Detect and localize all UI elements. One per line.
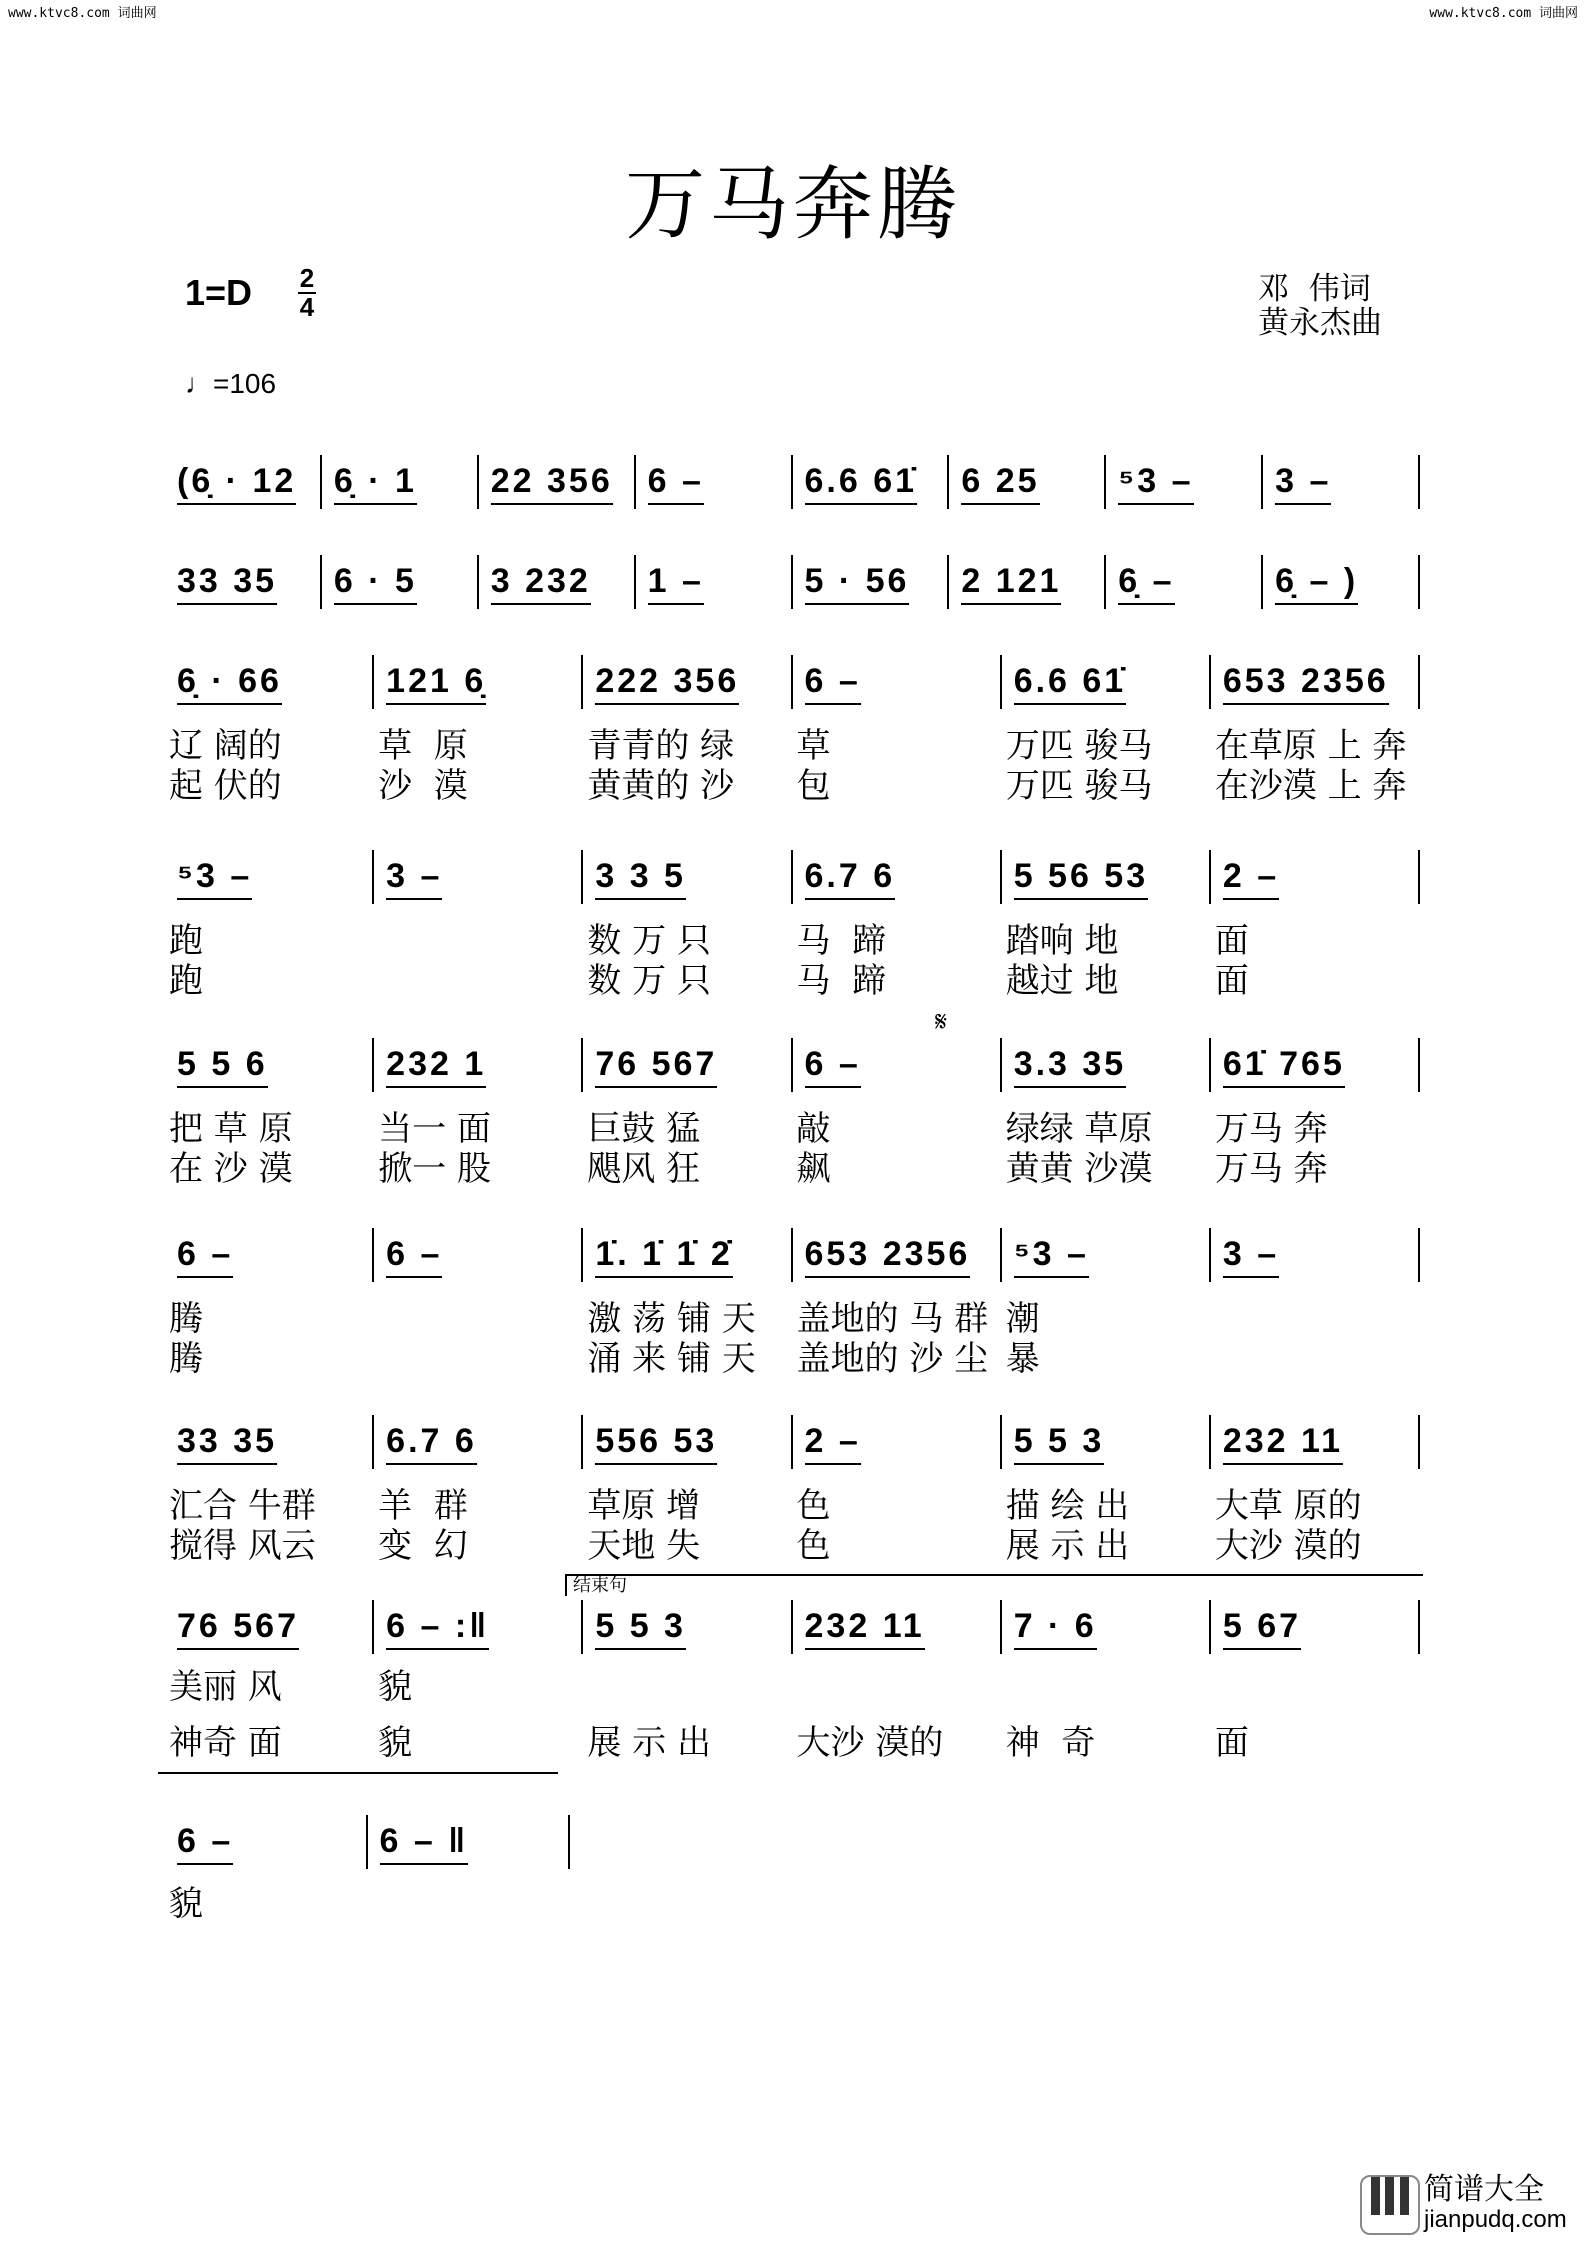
measure-notes: 6 – :‖ [386,1606,489,1650]
tempo-marking: ♩=106 [185,368,277,399]
site-logo [1360,2172,1567,2235]
lyric-syllables: 万匹 骏马 [1005,766,1153,806]
notation-row [165,455,1420,509]
watermark-right: www.ktvc8.com 词曲网 [1429,6,1578,21]
measure [949,555,1106,609]
lyric-syllables: 草原 增 [587,1486,701,1526]
lyric-syllables: 展 示 出 [1005,1526,1130,1566]
measure-notes: 3 – [1275,461,1331,505]
lyric-syllables: 暴 [1005,1339,1040,1379]
measure-notes: 3.3 35 [1014,1044,1127,1088]
lyric-syllables: 在草原 上 奔 [1214,726,1407,766]
notation-row [165,1415,1420,1469]
measure [322,455,479,509]
lyric-syllables: 敲 [796,1109,831,1149]
lyric-syllables: 踏响 地 [1005,921,1119,961]
measure [583,655,792,709]
measure-notes: (6̣ · 12 [177,461,296,505]
measure [165,1815,368,1869]
time-signature-top: 2 [299,263,315,293]
measure [1002,655,1211,709]
measure [1002,1415,1211,1469]
measure-notes: 6 – [177,1234,233,1278]
lyric-syllables: 激 荡 铺 天 [587,1299,756,1339]
measure-notes: 6 – [805,1044,861,1088]
lyric-syllables: 数 万 只 [587,961,711,1001]
measure-notes: 5 5 3 [1014,1421,1105,1465]
song-title: 万马奔腾 [625,158,961,251]
lyric-syllables: 跑 [169,921,203,961]
notation-row [165,850,1420,904]
lyric-syllables: 天地 失 [587,1526,701,1566]
measure-notes: ⁵3 – [1014,1234,1089,1278]
lyric-syllables: 把 草 原 [169,1109,293,1149]
measure [165,850,374,904]
measure-notes: 33 35 [177,561,277,605]
measure [374,1600,583,1654]
measure [368,1815,571,1869]
lyric-syllables: 腾 [169,1299,203,1339]
piano-keys-icon [1360,2175,1420,2235]
measure-notes: 7 · 6 [1014,1606,1097,1650]
lyric-syllables: 在沙漠 上 奔 [1214,766,1407,806]
measure-notes: ⁵3 – [177,856,252,900]
measure-notes: 1̇. 1̇ 1̇ 2̇ [595,1234,732,1278]
measure [793,655,1002,709]
lyric-syllables: 涌 来 铺 天 [587,1339,756,1379]
lyric-syllables: 盖地的 马 群 [796,1299,989,1339]
lyrics-line-2 [165,1724,1420,1762]
lyricist: 邓 伟词 [1258,271,1371,307]
lyric-syllables: 面 [1214,1723,1249,1763]
logo-name: 简谱大全 [1424,2172,1544,2207]
lyric-syllables [793,1668,1002,1706]
lyrics-line-1 [165,1110,1420,1148]
lyric-syllables: 色 [796,1526,831,1566]
measure [165,655,374,709]
lyric-syllables: 当一 面 [378,1109,491,1149]
composer: 黄永杰曲 [1258,305,1382,341]
lyrics-line-2 [165,1150,1420,1188]
measure [1211,655,1420,709]
measure-notes: 232 11 [1223,1421,1343,1465]
measure [1002,1228,1211,1282]
notation-row [165,555,1420,609]
measure-notes: 6 – ‖ [380,1821,469,1865]
notation-row [165,1228,1420,1282]
measure [165,1415,374,1469]
measure [1263,455,1420,509]
lyrics-line-1 [165,1487,1420,1525]
measure [479,555,636,609]
lyric-syllables: 辽 阔的 [169,726,282,766]
measure [793,1038,1002,1092]
measure [793,555,950,609]
measure-notes: 6.6 61̇ [1014,661,1127,705]
lyric-syllables: 绿绿 草原 [1005,1109,1153,1149]
notation-row [165,1815,570,1869]
measure-notes: 61̇ 765 [1223,1044,1345,1088]
measure-notes: 2 – [805,1421,861,1465]
lyric-syllables: 巨鼓 猛 [587,1109,701,1149]
measure [1211,1038,1420,1092]
measure [374,655,583,709]
measure-notes: 6 – [648,461,704,505]
lyric-syllables: 腾 [169,1339,203,1379]
measure-notes: 6 – [177,1821,233,1865]
lyric-syllables: 色 [796,1486,831,1526]
notation-row [165,1600,1420,1654]
measure [1211,1415,1420,1469]
lyric-syllables: 大草 原的 [1214,1486,1362,1526]
lyric-syllables: 万匹 骏马 [1005,726,1153,766]
measure-notes: 5 56 53 [1014,856,1148,900]
measure [583,1415,792,1469]
measure-notes: 5 5 3 [595,1606,686,1650]
lyrics-line-1 [165,1885,570,1923]
measure [583,1600,792,1654]
lyrics-line-1 [165,922,1420,960]
ending-bracket: 结束句 [565,1574,1423,1596]
measure-notes: 6 · 5 [334,561,417,605]
lyric-syllables: 黄黄 沙漠 [1005,1149,1153,1189]
measure [636,555,793,609]
lyric-syllables: 描 绘 出 [1005,1486,1130,1526]
measure-notes: 33 35 [177,1421,277,1465]
lyric-syllables: 神奇 面 [169,1723,282,1763]
measure [1002,1038,1211,1092]
measure [1002,1600,1211,1654]
time-signature [298,265,316,321]
lyric-syllables: 貌 [169,1884,203,1924]
measure-notes: 653 2356 [1223,661,1389,705]
lyric-syllables: 大沙 漠的 [1214,1526,1362,1566]
lyric-syllables [1211,1300,1420,1338]
measure [165,1600,374,1654]
measure [165,1228,374,1282]
segno-sign: 𝄋 [935,1006,948,1037]
lyric-syllables: 美丽 风 [169,1667,282,1707]
lyric-syllables: 飓风 狂 [587,1149,701,1189]
lyrics-line-2 [165,767,1420,805]
time-signature-bottom: 4 [299,292,315,322]
measure-notes: 6.6 61̇ [805,461,918,505]
measure [583,850,792,904]
lyric-syllables: 面 [1214,921,1249,961]
measure-notes: ⁵3 – [1118,461,1193,505]
lyric-syllables: 万马 奔 [1214,1109,1328,1149]
measure-notes: 6.7 6 [805,856,896,900]
measure [793,455,950,509]
measure [793,1415,1002,1469]
measure-notes: 76 567 [177,1606,299,1650]
measure-notes: 76 567 [595,1044,717,1088]
measure [1106,455,1263,509]
measure [165,1038,374,1092]
measure [374,1228,583,1282]
measure-notes: 6̣ · 1 [334,461,417,505]
measure-notes: 6̣ · 66 [177,661,282,705]
lyric-syllables: 马 蹄 [796,961,887,1001]
lyric-syllables [374,1340,583,1378]
lyric-syllables: 神 奇 [1005,1723,1096,1763]
measure-notes: 6̣ – ) [1275,561,1358,605]
measure [583,1038,792,1092]
measure-notes: 232 1 [386,1044,486,1088]
measure-notes: 222 356 [595,661,739,705]
lyric-syllables [583,1668,792,1706]
lyrics-line-1 [165,1668,1420,1706]
lyrics-line-2 [165,1527,1420,1565]
lyric-syllables: 数 万 只 [587,921,711,961]
lyric-syllables [1211,1340,1420,1378]
measure-notes: 6̣ – [1118,561,1174,605]
key-signature: 1=D [185,272,253,313]
lyric-syllables: 潮 [1005,1299,1040,1339]
measure-notes: 2 121 [961,561,1061,605]
measure [374,850,583,904]
measure [1211,850,1420,904]
lyric-syllables [374,962,583,1000]
lyrics-line-1 [165,727,1420,765]
lyric-syllables: 搅得 风云 [169,1526,316,1566]
measure [793,1228,1002,1282]
measure [1211,1600,1420,1654]
measure [165,455,322,509]
lyric-syllables: 马 蹄 [796,921,887,961]
lyric-syllables [374,922,583,960]
lyric-syllables [1211,1668,1420,1706]
lyric-syllables [1002,1668,1211,1706]
lyric-syllables: 展 示 出 [587,1723,711,1763]
lyric-syllables: 大沙 漠的 [796,1723,944,1763]
measure [479,455,636,509]
measure-notes: 3 – [1223,1234,1279,1278]
lyric-syllables: 貌 [378,1667,413,1707]
measure [322,555,479,609]
measure-notes: 1 – [648,561,704,605]
measure-notes: 653 2356 [805,1234,971,1278]
notation-row [165,655,1420,709]
lyric-syllables: 在 沙 漠 [169,1149,293,1189]
measure [1211,1228,1420,1282]
lyrics-line-2 [165,1340,1420,1378]
measure-notes: 2 – [1223,856,1279,900]
measure [583,1228,792,1282]
measure [1106,555,1263,609]
credits [1258,272,1382,340]
lyrics-line-2 [165,962,1420,1000]
measure-notes: 5 67 [1223,1606,1301,1650]
measure [374,1415,583,1469]
lyric-syllables: 包 [796,766,831,806]
measure-notes: 22 356 [491,461,613,505]
measure-notes: 232 11 [805,1606,925,1650]
lyric-syllables: 草 [796,726,831,766]
logo-url: jianpudq.com [1424,2206,1567,2233]
measure-notes: 556 53 [595,1421,717,1465]
lyric-syllables: 黄黄的 沙 [587,766,735,806]
lyric-syllables [368,1885,571,1923]
measure [636,455,793,509]
notation-row [165,1038,1420,1092]
lyric-syllables: 越过 地 [1005,961,1119,1001]
measure-notes: 5 · 56 [805,561,910,605]
lyric-syllables: 貌 [378,1723,413,1763]
measure-notes: 6.7 6 [386,1421,477,1465]
measure-notes: 6 25 [961,461,1039,505]
measure [949,455,1106,509]
coda-line [158,1772,558,1774]
measure [1263,555,1420,609]
measure [793,1600,1002,1654]
lyric-syllables: 青青的 绿 [587,726,735,766]
lyric-syllables: 沙 漠 [378,766,468,806]
lyrics-line-1 [165,1300,1420,1338]
watermark-left: www.ktvc8.com 词曲网 [8,6,157,21]
lyric-syllables: 盖地的 沙 尘 [796,1339,989,1379]
measure [165,555,322,609]
measure-notes: 6 – [805,661,861,705]
lyric-syllables: 面 [1214,961,1249,1001]
lyric-syllables: 跑 [169,961,203,1001]
lyric-syllables: 羊 群 [378,1486,468,1526]
measure-notes: 6 – [386,1234,442,1278]
lyric-syllables: 汇合 牛群 [169,1486,316,1526]
lyric-syllables [374,1300,583,1338]
measure-notes: 121 6̣ [386,661,486,705]
lyric-syllables: 起 伏的 [169,766,282,806]
lyric-syllables: 变 幻 [378,1526,468,1566]
measure-notes: 3 232 [491,561,591,605]
measure [374,1038,583,1092]
measure-notes: 3 3 5 [595,856,686,900]
measure [1002,850,1211,904]
measure-notes: 3 – [386,856,442,900]
lyric-syllables: 草 原 [378,726,468,766]
lyric-syllables: 万马 奔 [1214,1149,1328,1189]
lyric-syllables: 飙 [796,1149,831,1189]
measure [793,850,1002,904]
lyric-syllables: 掀一 股 [378,1149,491,1189]
measure-notes: 5 5 6 [177,1044,268,1088]
